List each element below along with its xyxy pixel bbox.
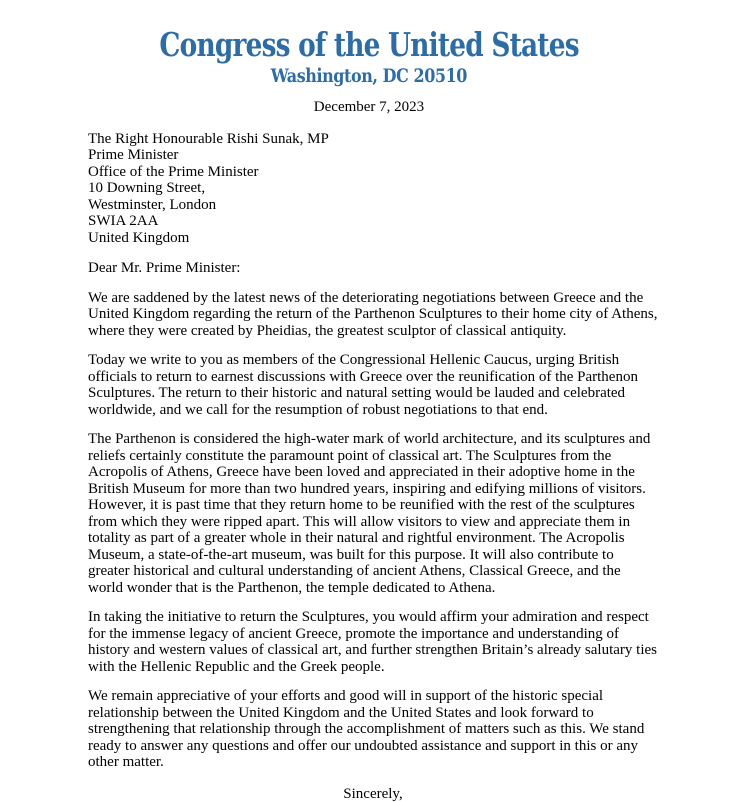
body-paragraph: We remain appreciative of your efforts and good will in support of the historic special relationship between the United Kingdom and the United States and look forward to strengthening that relationship through the accomplishment of matters such as this. We stand ready to answer any questions and offer our undoubted assistance and support in this or any other matter. <box>88 688 645 770</box>
body-paragraph: Today we write to you as members of the Congressional Hellenic Caucus, urging British officials to return to earnest discussions with Greece over the reunification of the Parthenon Sculptures. The return to their historic and natural setting would be lauded and celebrated worldwide, and we call for the resumption of robust negotiations to that end. <box>88 352 638 418</box>
letter-body <box>88 290 658 771</box>
address-line: SWIA 2AA <box>88 213 159 229</box>
address-line: Prime Minister <box>88 147 179 163</box>
date-line: December 7, 2023 <box>313 99 425 115</box>
body-paragraph: The Parthenon is considered the high-water mark of world architecture, and its sculptures and reliefs certainly constitute the paramount point of classical art. The Sculptures from the Acropolis of Athens, Greece have been loved and appreciated in their adoptive home in the British Museum for more than two hundred years, inspiring and edifying millions of visitors. However, it is past time that they return home to be reunified with the rest of the sculptures from which they were ripped apart. This will allow visitors to view and appreciate them in totality as part of a greater whole in their natural and rightful environment. The Acropolis Museum, a state-of-the-art museum, was built for this purpose. It will also contribute to greater historical and cultural understanding of ancient Athens, Classical Greece, and the world wonder that is the Parthenon, the temple dedicated to Athena. <box>88 431 651 596</box>
address-line: United Kingdom <box>88 229 190 246</box>
recipient-address <box>88 131 658 247</box>
address-line: The Right Honourable Rishi Sunak, MP <box>88 130 329 147</box>
address-line: 10 Downing Street, <box>88 180 206 196</box>
closing-sincerely: Sincerely, <box>343 785 403 802</box>
letter-content <box>0 131 738 802</box>
letterhead-subtitle: Washington, DC 20510 <box>270 65 468 87</box>
letterhead-title: Congress of the United States <box>159 25 579 64</box>
body-paragraph: In taking the initiative to return the Sculptures, you would affirm your admiration and respect for the immense legacy of ancient Greece, promote the importance and understanding of history and western values of classical art, and further strengthen Britain’s already salutary ties with the Hellenic Republic and the Greek people. <box>88 609 657 675</box>
letterhead <box>0 0 738 86</box>
body-paragraph: We are saddened by the latest news of the deteriorating negotiations between Greece and the United Kingdom regarding the return of the Parthenon Sculptures to their home city of Athens, where they were created by Pheidias, the greatest sculptor of classical antiquity. <box>88 289 658 339</box>
salutation: Dear Mr. Prime Minister: <box>88 260 241 276</box>
address-line: Office of the Prime Minister <box>88 163 259 180</box>
address-line: Westminster, London <box>88 196 217 213</box>
